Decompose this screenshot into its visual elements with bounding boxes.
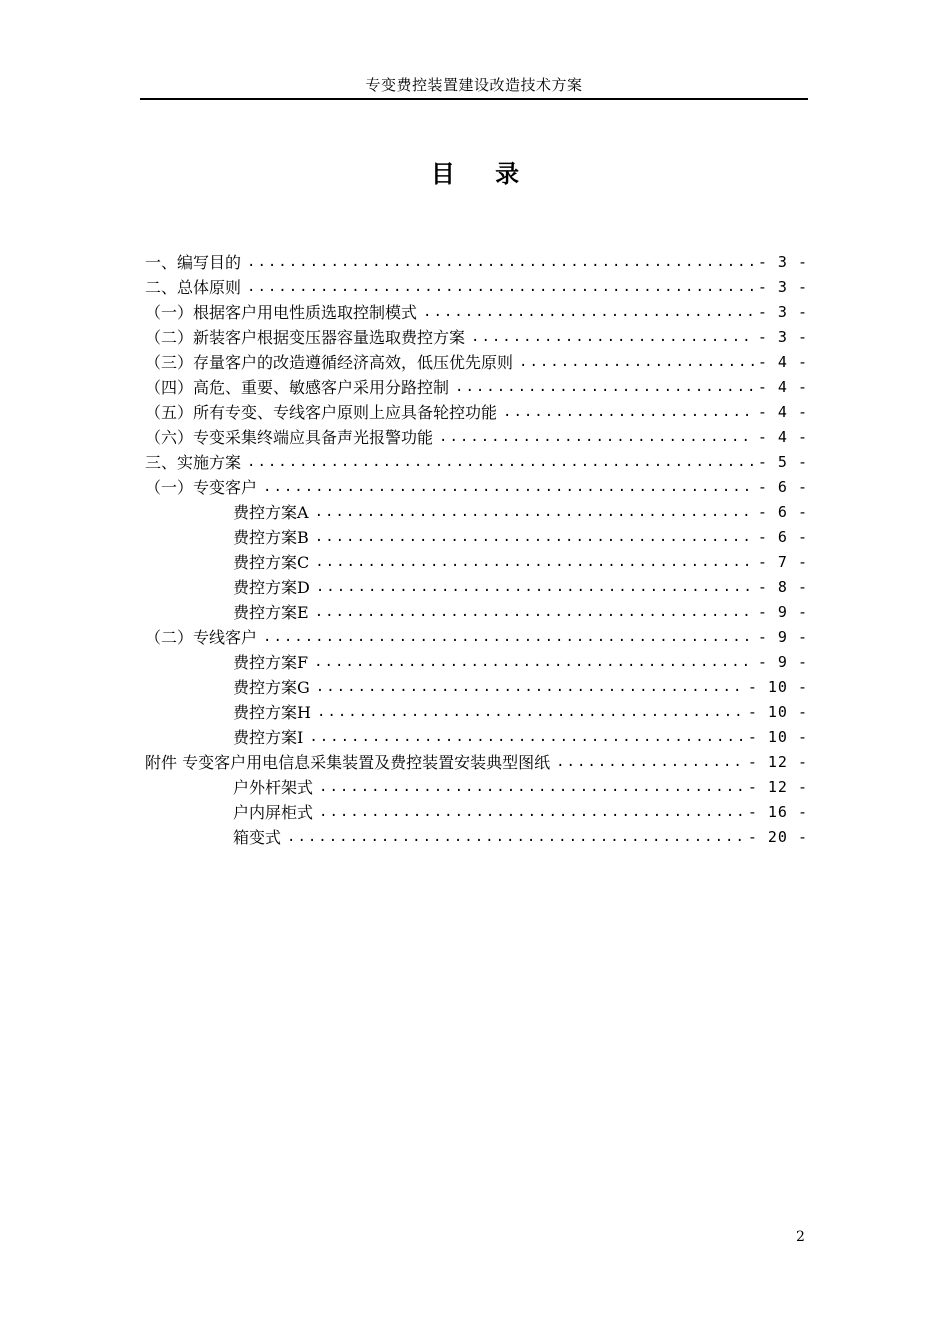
toc-entry[interactable] xyxy=(145,350,808,375)
toc-entry[interactable] xyxy=(145,525,808,550)
toc-entry-page: - 3 - xyxy=(757,303,808,321)
toc-entry-label: 一、编写目的 xyxy=(145,253,242,272)
toc-entry-page: - 9 - xyxy=(757,603,808,621)
toc-leader-dots xyxy=(263,625,754,650)
toc-entry[interactable] xyxy=(145,325,808,350)
toc-leader-dots xyxy=(247,250,754,275)
toc-entry-page: - 10 - xyxy=(747,703,808,721)
toc-entry[interactable] xyxy=(145,650,808,675)
toc-entry-page: - 6 - xyxy=(757,478,808,496)
toc-entry-label: （二）新装客户根据变压器容量选取费控方案 xyxy=(145,328,466,347)
toc-leader-dots xyxy=(315,600,754,625)
toc-leader-dots xyxy=(316,575,754,600)
toc-entry-page: - 6 - xyxy=(757,503,808,521)
toc-entry-label: 二、总体原则 xyxy=(145,278,242,297)
table-of-contents xyxy=(145,250,808,850)
toc-entry[interactable] xyxy=(145,725,808,750)
toc-entry-page: - 4 - xyxy=(757,428,808,446)
toc-leader-dots xyxy=(316,675,744,700)
toc-entry-page: - 3 - xyxy=(757,278,808,296)
toc-entry-label: （三）存量客户的改造遵循经济高效，低压优先原则 xyxy=(145,353,514,372)
toc-entry[interactable] xyxy=(145,250,808,275)
toc-leader-dots xyxy=(556,750,744,775)
toc-entry-label: （六）专变采集终端应具备声光报警功能 xyxy=(145,428,434,447)
toc-entry-page: - 3 - xyxy=(757,253,808,271)
toc-leader-dots xyxy=(471,325,754,350)
toc-entry-label: 户外杆架式 xyxy=(233,778,314,797)
toc-entry[interactable] xyxy=(145,550,808,575)
toc-entry-page: - 4 - xyxy=(757,403,808,421)
toc-leader-dots xyxy=(319,800,744,825)
toc-entry[interactable] xyxy=(145,300,808,325)
toc-entry-label: 户内屏柜式 xyxy=(233,803,314,822)
toc-entry-label: 三、实施方案 xyxy=(145,453,242,472)
toc-entry-page: - 8 - xyxy=(757,578,808,596)
toc-entry-page: - 10 - xyxy=(747,678,808,696)
toc-leader-dots xyxy=(263,475,754,500)
toc-entry[interactable] xyxy=(145,425,808,450)
toc-entry-page: - 9 - xyxy=(757,628,808,646)
toc-entry-page: - 7 - xyxy=(757,553,808,571)
toc-entry-label: （一）根据客户用电性质选取控制模式 xyxy=(145,303,418,322)
toc-leader-dots xyxy=(319,775,744,800)
toc-entry-page: - 16 - xyxy=(747,803,808,821)
toc-entry[interactable] xyxy=(145,475,808,500)
toc-entry[interactable] xyxy=(145,575,808,600)
toc-leader-dots xyxy=(247,275,754,300)
page-title: 目 录 xyxy=(430,159,536,188)
toc-leader-dots xyxy=(439,425,754,450)
toc-leader-dots xyxy=(315,550,754,575)
toc-leader-dots xyxy=(314,650,754,675)
toc-entry-page: - 12 - xyxy=(747,778,808,796)
running-header: 专变费控装置建设改造技术方案 xyxy=(365,76,583,94)
toc-leader-dots xyxy=(519,350,754,375)
toc-entry-label: 费控方案C xyxy=(233,553,310,572)
toc-entry[interactable] xyxy=(145,775,808,800)
toc-entry[interactable] xyxy=(145,375,808,400)
toc-entry-page: - 12 - xyxy=(747,753,808,771)
page-number: 2 xyxy=(796,1229,805,1245)
toc-leader-dots xyxy=(247,450,754,475)
toc-leader-dots xyxy=(455,375,754,400)
toc-leader-dots xyxy=(317,700,744,725)
toc-leader-dots xyxy=(503,400,754,425)
toc-entry-page: - 4 - xyxy=(757,353,808,371)
toc-entry-label: 费控方案E xyxy=(233,603,309,622)
toc-entry[interactable] xyxy=(145,675,808,700)
toc-leader-dots xyxy=(315,500,754,525)
toc-entry-label: （五）所有专变、专线客户原则上应具备轮控功能 xyxy=(145,403,498,422)
toc-entry-label: 费控方案B xyxy=(233,528,309,547)
toc-entry-label: 附件 专变客户用电信息采集装置及费控装置安装典型图纸 xyxy=(145,753,551,772)
toc-entry-label: 箱变式 xyxy=(233,828,282,847)
toc-leader-dots xyxy=(287,825,744,850)
toc-entry[interactable] xyxy=(145,500,808,525)
toc-entry[interactable] xyxy=(145,600,808,625)
toc-entry-page: - 4 - xyxy=(757,378,808,396)
toc-entry-label: 费控方案F xyxy=(233,653,309,672)
header-divider xyxy=(140,98,808,100)
toc-entry[interactable] xyxy=(145,275,808,300)
toc-leader-dots xyxy=(315,525,754,550)
toc-leader-dots xyxy=(423,300,754,325)
toc-entry-label: 费控方案A xyxy=(233,503,309,522)
toc-entry-label: 费控方案G xyxy=(233,678,310,697)
toc-entry[interactable] xyxy=(145,625,808,650)
toc-entry[interactable] xyxy=(145,400,808,425)
toc-leader-dots xyxy=(309,725,743,750)
toc-entry-label: （一）专变客户 xyxy=(145,478,258,497)
toc-entry-label: 费控方案D xyxy=(233,578,310,597)
toc-entry[interactable] xyxy=(145,700,808,725)
toc-entry-page: - 9 - xyxy=(757,653,808,671)
toc-entry-label: （二）专线客户 xyxy=(145,628,258,647)
toc-entry[interactable] xyxy=(145,825,808,850)
toc-entry-page: - 5 - xyxy=(757,453,808,471)
toc-entry-page: - 10 - xyxy=(747,728,808,746)
toc-entry-page: - 20 - xyxy=(747,828,808,846)
toc-entry[interactable] xyxy=(145,750,808,775)
toc-entry-label: 费控方案H xyxy=(233,703,311,722)
toc-entry-label: 费控方案I xyxy=(233,728,304,747)
toc-entry-page: - 3 - xyxy=(757,328,808,346)
toc-entry[interactable] xyxy=(145,800,808,825)
toc-entry[interactable] xyxy=(145,450,808,475)
toc-entry-label: （四）高危、重要、敏感客户采用分路控制 xyxy=(145,378,450,397)
toc-entry-page: - 6 - xyxy=(757,528,808,546)
